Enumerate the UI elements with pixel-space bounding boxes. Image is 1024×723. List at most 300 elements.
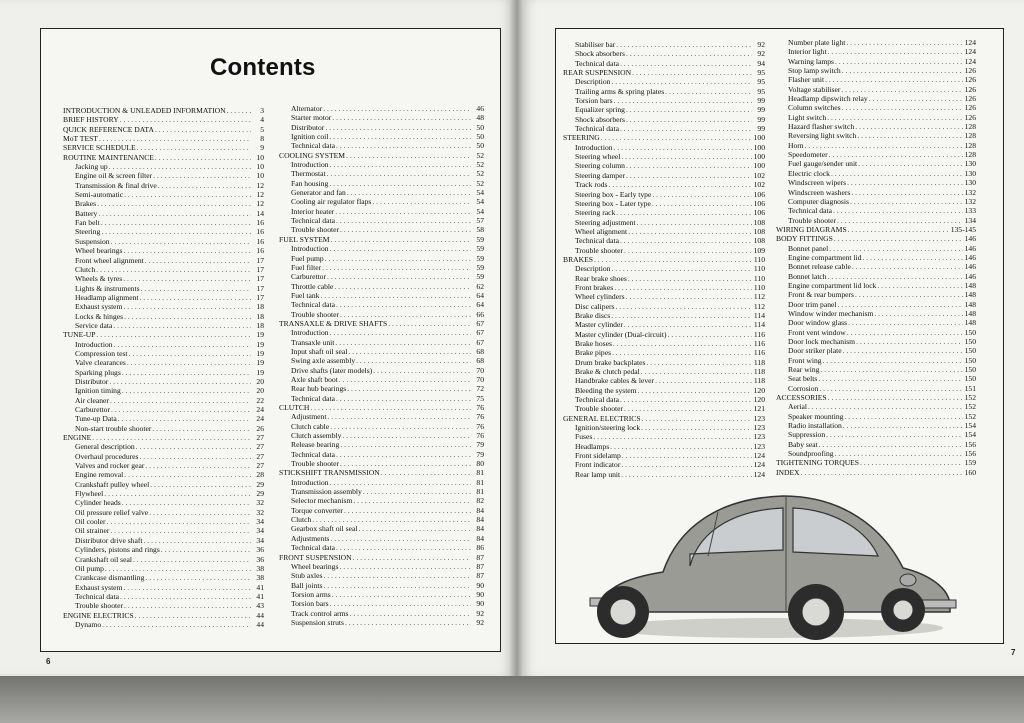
toc-entry bbox=[279, 151, 484, 160]
toc-leader-dots bbox=[348, 347, 471, 356]
toc-entry-label: Input shaft oil seal bbox=[291, 346, 348, 356]
toc-entry bbox=[776, 94, 976, 103]
toc-entry-label: Front wheel alignment bbox=[75, 255, 144, 265]
toc-entry-label: REAR SUSPENSION bbox=[563, 68, 632, 78]
toc-leader-dots bbox=[336, 543, 471, 552]
toc-entry-page: 84 bbox=[476, 524, 484, 534]
toc-entry-label: Cooling air regulator flaps bbox=[291, 197, 372, 207]
toc-entry bbox=[279, 590, 484, 599]
toc-entry-label: Trouble shooter bbox=[75, 601, 124, 611]
toc-entry-label: Windscreen wipers bbox=[788, 178, 847, 188]
toc-entry-label: Steering adjustment bbox=[575, 217, 636, 227]
toc-leader-dots bbox=[323, 571, 471, 580]
toc-entry bbox=[563, 358, 765, 367]
toc-leader-dots bbox=[325, 123, 471, 132]
toc-entry-label: Selector mechanism bbox=[291, 496, 353, 506]
toc-leader-dots bbox=[145, 573, 251, 582]
toc-leader-dots bbox=[330, 244, 471, 253]
toc-entry-page: 38 bbox=[256, 573, 264, 583]
toc-entry-page: 90 bbox=[476, 599, 484, 609]
toc-entry-label: Trailing arms & spring plates bbox=[575, 86, 665, 96]
toc-entry bbox=[563, 348, 765, 357]
toc-entry bbox=[776, 253, 976, 262]
toc-entry-page: 81 bbox=[476, 477, 484, 487]
toc-entry bbox=[63, 256, 264, 265]
toc-entry-label: Rear lamp unit bbox=[575, 469, 621, 479]
toc-entry bbox=[776, 365, 976, 374]
toc-entry-page: 70 bbox=[476, 374, 484, 384]
toc-entry-label: Valve clearances bbox=[75, 358, 126, 368]
toc-leader-dots bbox=[127, 358, 251, 367]
toc-entry-label: Suppression bbox=[788, 430, 826, 440]
toc-entry bbox=[563, 274, 765, 283]
toc-leader-dots bbox=[334, 282, 471, 291]
toc-entry bbox=[563, 68, 765, 77]
toc-entry bbox=[563, 180, 765, 189]
toc-leader-dots bbox=[828, 393, 963, 402]
toc-leader-dots bbox=[621, 460, 752, 469]
toc-entry-label: Exhaust system bbox=[75, 582, 123, 592]
toc-entry-label: Wheels & tyres bbox=[75, 274, 123, 284]
toc-entry bbox=[279, 375, 484, 384]
toc-entry-label: Introduction bbox=[291, 244, 329, 254]
toc-entry-page: 156 bbox=[964, 439, 976, 449]
toc-entry bbox=[63, 125, 264, 134]
toc-leader-dots bbox=[347, 188, 471, 197]
toc-entry bbox=[279, 282, 484, 291]
toc-leader-dots bbox=[330, 422, 471, 431]
toc-entry-page: 19 bbox=[256, 339, 264, 349]
toc-leader-dots bbox=[139, 452, 251, 461]
toc-leader-dots bbox=[335, 207, 471, 216]
toc-entry bbox=[563, 386, 765, 395]
toc-leader-dots bbox=[102, 620, 251, 629]
toc-entry-page: 148 bbox=[964, 280, 976, 290]
toc-entry-page: 84 bbox=[476, 515, 484, 525]
toc-leader-dots bbox=[847, 178, 963, 187]
toc-leader-dots bbox=[322, 263, 471, 272]
toc-leader-dots bbox=[641, 367, 752, 376]
toc-entry-page: 99 bbox=[757, 124, 765, 134]
toc-entry-label: Steering column bbox=[575, 161, 625, 171]
toc-entry bbox=[776, 244, 976, 253]
toc-entry-page: 24 bbox=[256, 405, 264, 414]
toc-entry-label: Master cylinder bbox=[575, 320, 623, 330]
toc-entry-page: 17 bbox=[256, 283, 264, 293]
toc-entry bbox=[563, 451, 765, 460]
toc-leader-dots bbox=[99, 134, 251, 143]
toc-entry-label: ENGINE ELECTRICS bbox=[63, 610, 134, 620]
toc-leader-dots bbox=[614, 143, 752, 152]
toc-leader-dots bbox=[646, 358, 752, 367]
toc-entry-label: Door striker plate bbox=[788, 346, 842, 356]
toc-leader-dots bbox=[141, 284, 251, 293]
toc-entry-page: 10 bbox=[256, 152, 264, 162]
toc-entry-page: 59 bbox=[476, 262, 484, 272]
toc-entry-label: Carburettor bbox=[291, 272, 327, 282]
toc-leader-dots bbox=[825, 75, 963, 84]
toc-entry-page: 114 bbox=[753, 310, 765, 320]
toc-entry-page: 80 bbox=[476, 459, 484, 469]
toc-leader-dots bbox=[320, 291, 471, 300]
toc-entry-page: 150 bbox=[964, 374, 976, 384]
toc-entry-label: Radio installation bbox=[788, 421, 842, 431]
toc-leader-dots bbox=[819, 440, 963, 449]
toc-entry bbox=[776, 206, 976, 215]
toc-entry bbox=[563, 236, 765, 245]
toc-entry-label: Wheel alignment bbox=[575, 226, 628, 236]
toc-entry bbox=[776, 281, 976, 290]
toc-entry-label: Door window glass bbox=[788, 318, 848, 328]
toc-entry-page: 27 bbox=[256, 461, 264, 471]
toc-leader-dots bbox=[819, 384, 963, 393]
toc-entry-label: Horn bbox=[788, 140, 804, 150]
toc-entry-page: 110 bbox=[753, 273, 765, 283]
toc-entry bbox=[279, 235, 484, 244]
toc-entry-label: Aerial bbox=[788, 402, 807, 412]
toc-leader-dots bbox=[638, 386, 752, 395]
toc-entry bbox=[63, 302, 264, 311]
toc-entry-label: Steering wheel bbox=[575, 152, 621, 162]
toc-entry bbox=[776, 318, 976, 327]
toc-entry bbox=[563, 302, 765, 311]
toc-entry-page: 135-145 bbox=[950, 224, 976, 234]
toc-leader-dots bbox=[665, 87, 752, 96]
toc-entry bbox=[63, 480, 264, 489]
toc-entry-label: Brakes bbox=[75, 199, 97, 209]
toc-entry bbox=[563, 199, 765, 208]
toc-entry-page: 100 bbox=[753, 152, 765, 162]
toc-entry bbox=[63, 246, 264, 255]
toc-entry bbox=[63, 181, 264, 190]
toc-entry bbox=[63, 377, 264, 386]
toc-entry-label: Corrosion bbox=[788, 383, 819, 393]
toc-leader-dots bbox=[336, 394, 471, 403]
toc-entry bbox=[563, 432, 765, 441]
toc-entry bbox=[63, 424, 264, 433]
toc-entry-page: 57 bbox=[476, 216, 484, 226]
toc-leader-dots bbox=[123, 583, 251, 592]
toc-entry-label: INTRODUCTION & UNLEADED INFORMATION bbox=[63, 106, 226, 115]
toc-entry-page: 81 bbox=[476, 468, 484, 478]
toc-leader-dots bbox=[111, 237, 251, 246]
toc-entry bbox=[776, 458, 976, 467]
toc-entry-page: 76 bbox=[476, 431, 484, 441]
toc-entry-page: 112 bbox=[753, 292, 765, 302]
toc-leader-dots bbox=[613, 339, 752, 348]
toc-entry-page: 160 bbox=[964, 467, 976, 477]
toc-entry-page: 126 bbox=[964, 75, 976, 85]
toc-leader-dots bbox=[153, 171, 251, 180]
toc-entry bbox=[63, 611, 264, 620]
toc-entry bbox=[279, 553, 484, 562]
toc-entry-label: Interior heater bbox=[291, 206, 335, 216]
toc-entry-page: 3 bbox=[260, 106, 264, 115]
toc-entry-label: Engine oil & screen filter bbox=[75, 171, 153, 181]
toc-entry-label: Front vent window bbox=[788, 327, 846, 337]
toc-entry-label: Steering box - Later type bbox=[575, 198, 651, 208]
toc-entry-page: 152 bbox=[964, 411, 976, 421]
toc-entry-page: 52 bbox=[476, 160, 484, 170]
toc-leader-dots bbox=[628, 274, 752, 283]
toc-entry-label: Swing axle assembly bbox=[291, 356, 356, 366]
toc-entry-page: 5 bbox=[260, 124, 264, 134]
toc-entry-label: TUNE-UP bbox=[63, 330, 96, 340]
toc-entry-page: 110 bbox=[753, 264, 765, 274]
toc-entry-page: 102 bbox=[753, 180, 765, 190]
toc-entry-label: Trouble shooter bbox=[291, 225, 340, 235]
toc-entry-label: Sparking plugs bbox=[75, 367, 121, 377]
toc-entry-label: Shock absorbers bbox=[575, 49, 625, 59]
toc-entry-label: Torsion arms bbox=[291, 589, 331, 599]
toc-leader-dots bbox=[339, 562, 471, 571]
toc-entry bbox=[63, 405, 264, 414]
toc-entry-page: 126 bbox=[964, 94, 976, 104]
toc-leader-dots bbox=[111, 405, 251, 414]
toc-entry-page: 126 bbox=[964, 103, 976, 113]
toc-entry-label: Introduction bbox=[291, 477, 329, 487]
toc-entry-page: 67 bbox=[476, 337, 484, 347]
toc-entry-label: TIGHTENING TORQUES bbox=[776, 458, 860, 468]
toc-entry bbox=[279, 254, 484, 263]
toc-leader-dots bbox=[122, 498, 251, 507]
toc-entry-page: 12 bbox=[256, 199, 264, 209]
toc-entry-label: FUEL SYSTEM bbox=[279, 234, 330, 244]
toc-entry bbox=[279, 459, 484, 468]
toc-entry-page: 151 bbox=[964, 383, 976, 393]
toc-entry-page: 128 bbox=[964, 150, 976, 160]
toc-entry-label: Ball joints bbox=[291, 580, 323, 590]
toc-leader-dots bbox=[388, 319, 471, 328]
toc-entry-page: 126 bbox=[964, 66, 976, 76]
toc-entry bbox=[776, 141, 976, 150]
toc-entry-label: Baby seat bbox=[788, 439, 818, 449]
toc-entry-page: 150 bbox=[964, 346, 976, 356]
toc-entry bbox=[279, 263, 484, 272]
toc-entry bbox=[63, 601, 264, 610]
toc-leader-dots bbox=[345, 618, 471, 627]
toc-entry bbox=[63, 442, 264, 451]
toc-entry-page: 106 bbox=[753, 198, 765, 208]
toc-entry-page: 16 bbox=[256, 218, 264, 228]
toc-leader-dots bbox=[123, 302, 251, 311]
toc-leader-dots bbox=[801, 468, 963, 477]
toc-entry bbox=[776, 440, 976, 449]
toc-entry bbox=[279, 450, 484, 459]
toc-entry bbox=[63, 284, 264, 293]
toc-leader-dots bbox=[336, 216, 471, 225]
toc-entry-page: 132 bbox=[964, 196, 976, 206]
toc-entry-label: Rear wing bbox=[788, 365, 820, 375]
toc-entry-label: Technical data bbox=[291, 300, 335, 310]
toc-entry-label: Speedometer bbox=[788, 150, 828, 160]
toc-entry-page: 26 bbox=[256, 423, 264, 433]
toc-entry bbox=[776, 169, 976, 178]
toc-entry-page: 54 bbox=[476, 188, 484, 198]
toc-entry bbox=[279, 609, 484, 618]
toc-entry-label: Suspension struts bbox=[291, 617, 344, 627]
toc-entry-page: 99 bbox=[757, 105, 765, 115]
toc-entry bbox=[563, 376, 765, 385]
toc-entry bbox=[563, 414, 765, 423]
toc-entry-page: 10 bbox=[256, 171, 264, 181]
toc-leader-dots bbox=[353, 496, 471, 505]
page-title: Contents bbox=[210, 54, 316, 81]
toc-entry-label: Axle shaft boot bbox=[291, 374, 338, 384]
toc-entry-page: 72 bbox=[476, 384, 484, 394]
toc-entry-label: Technical data bbox=[575, 395, 619, 405]
toc-entry-page: 12 bbox=[256, 190, 264, 200]
toc-entry bbox=[563, 190, 765, 199]
toc-leader-dots bbox=[340, 440, 471, 449]
toc-leader-dots bbox=[851, 188, 963, 197]
toc-leader-dots bbox=[862, 253, 963, 262]
toc-entry bbox=[63, 536, 264, 545]
toc-leader-dots bbox=[139, 293, 251, 302]
toc-entry-label: Torsion bars bbox=[291, 599, 329, 609]
toc-entry-page: 59 bbox=[476, 244, 484, 254]
toc-leader-dots bbox=[107, 517, 251, 526]
toc-entry-label: Hazard flasher switch bbox=[788, 122, 855, 132]
toc-entry-page: 19 bbox=[256, 358, 264, 368]
toc-leader-dots bbox=[637, 218, 752, 227]
toc-entry-page: 36 bbox=[256, 554, 264, 564]
toc-entry-label: Master cylinder (Dual-circuit) bbox=[575, 329, 667, 339]
toc-entry-page: 75 bbox=[476, 393, 484, 403]
toc-entry-label: Trouble shooter bbox=[291, 459, 340, 469]
toc-entry bbox=[279, 562, 484, 571]
toc-entry bbox=[776, 309, 976, 318]
toc-leader-dots bbox=[594, 255, 752, 264]
toc-entry-page: 32 bbox=[256, 498, 264, 508]
toc-entry bbox=[563, 143, 765, 152]
toc-entry-label: Technical data bbox=[291, 393, 335, 403]
toc-entry bbox=[776, 412, 976, 421]
toc-leader-dots bbox=[835, 57, 963, 66]
toc-entry bbox=[63, 340, 264, 349]
toc-entry bbox=[563, 283, 765, 292]
toc-entry-page: 87 bbox=[476, 552, 484, 562]
toc-entry-page: 24 bbox=[256, 414, 264, 424]
toc-entry-page: 110 bbox=[753, 254, 765, 264]
toc-entry bbox=[776, 421, 976, 430]
toc-entry bbox=[279, 104, 484, 113]
toc-entry bbox=[563, 264, 765, 273]
toc-leader-dots bbox=[632, 68, 752, 77]
toc-entry bbox=[776, 57, 976, 66]
toc-entry bbox=[563, 246, 765, 255]
toc-entry bbox=[63, 498, 264, 507]
toc-leader-dots bbox=[652, 199, 752, 208]
toc-leader-dots bbox=[626, 171, 752, 180]
toc-leader-dots bbox=[624, 320, 752, 329]
toc-entry-page: 87 bbox=[476, 571, 484, 581]
toc-leader-dots bbox=[114, 340, 251, 349]
toc-entry-page: 118 bbox=[753, 367, 765, 377]
toc-entry bbox=[279, 328, 484, 337]
toc-leader-dots bbox=[828, 272, 963, 281]
toc-entry-page: 50 bbox=[476, 122, 484, 132]
toc-leader-dots bbox=[124, 601, 251, 610]
toc-entry-label: Bonnet release cable bbox=[788, 262, 851, 272]
book-gutter bbox=[510, 0, 524, 676]
toc-entry-label: Handbrake cables & lever bbox=[575, 376, 655, 386]
toc-entry bbox=[776, 38, 976, 47]
toc-column-3 bbox=[563, 40, 765, 479]
toc-entry-page: 62 bbox=[476, 281, 484, 291]
toc-entry bbox=[279, 543, 484, 552]
toc-entry bbox=[563, 115, 765, 124]
toc-entry-label: Cylinders, pistons and rings bbox=[75, 545, 160, 555]
toc-entry bbox=[279, 356, 484, 365]
toc-entry-page: 19 bbox=[256, 367, 264, 377]
toc-entry bbox=[563, 77, 765, 86]
toc-entry bbox=[63, 517, 264, 526]
toc-leader-dots bbox=[850, 197, 963, 206]
toc-entry-label: COOLING SYSTEM bbox=[279, 150, 346, 160]
toc-entry-label: Voltage stabiliser bbox=[788, 84, 841, 94]
toc-leader-dots bbox=[668, 330, 752, 339]
toc-entry-label: Trouble shooter bbox=[291, 309, 340, 319]
toc-leader-dots bbox=[136, 442, 251, 451]
toc-entry-label: Fan housing bbox=[291, 178, 329, 188]
toc-entry bbox=[563, 292, 765, 301]
toc-entry-label: Technical data bbox=[575, 236, 619, 246]
toc-entry bbox=[279, 571, 484, 580]
toc-leader-dots bbox=[841, 85, 963, 94]
toc-leader-dots bbox=[831, 169, 963, 178]
toc-entry-page: 150 bbox=[964, 337, 976, 346]
toc-entry-page: 108 bbox=[753, 217, 765, 227]
toc-column-4 bbox=[776, 38, 976, 477]
toc-entry-page: 20 bbox=[256, 386, 264, 396]
toc-entry-page: 50 bbox=[476, 141, 484, 151]
toc-entry-label: Air cleaner bbox=[75, 395, 109, 405]
toc-leader-dots bbox=[109, 162, 251, 171]
toc-entry bbox=[279, 188, 484, 197]
toc-entry-label: Suspension bbox=[75, 236, 110, 246]
toc-entry-label: Service data bbox=[75, 320, 113, 330]
toc-entry-page: 29 bbox=[256, 479, 264, 489]
toc-entry-label: Track control arms bbox=[291, 608, 349, 618]
toc-entry bbox=[63, 237, 264, 246]
toc-leader-dots bbox=[620, 59, 752, 68]
toc-entry-page: 154 bbox=[964, 421, 976, 431]
toc-entry bbox=[63, 358, 264, 367]
toc-entry-label: Thermostat bbox=[291, 169, 326, 179]
toc-entry bbox=[63, 620, 264, 629]
toc-leader-dots bbox=[342, 431, 471, 440]
toc-entry-page: 124 bbox=[753, 460, 765, 470]
toc-leader-dots bbox=[622, 451, 752, 460]
toc-leader-dots bbox=[152, 424, 251, 433]
toc-leader-dots bbox=[626, 49, 752, 58]
toc-entry bbox=[776, 290, 976, 299]
toc-leader-dots bbox=[620, 395, 752, 404]
toc-entry-page: 64 bbox=[476, 300, 484, 310]
toc-entry-page: 128 bbox=[964, 140, 976, 150]
toc-entry-page: 118 bbox=[753, 376, 765, 386]
toc-entry-label: Window winder mechanism bbox=[788, 308, 874, 318]
toc-leader-dots bbox=[155, 125, 251, 134]
toc-entry-label: INDEX bbox=[776, 467, 800, 477]
toc-entry bbox=[279, 179, 484, 188]
toc-entry-label: Jacking up bbox=[75, 162, 108, 172]
toc-leader-dots bbox=[626, 161, 752, 170]
toc-entry-label: General description bbox=[75, 442, 135, 452]
toc-entry bbox=[63, 106, 264, 115]
toc-entry-page: 102 bbox=[753, 170, 765, 180]
